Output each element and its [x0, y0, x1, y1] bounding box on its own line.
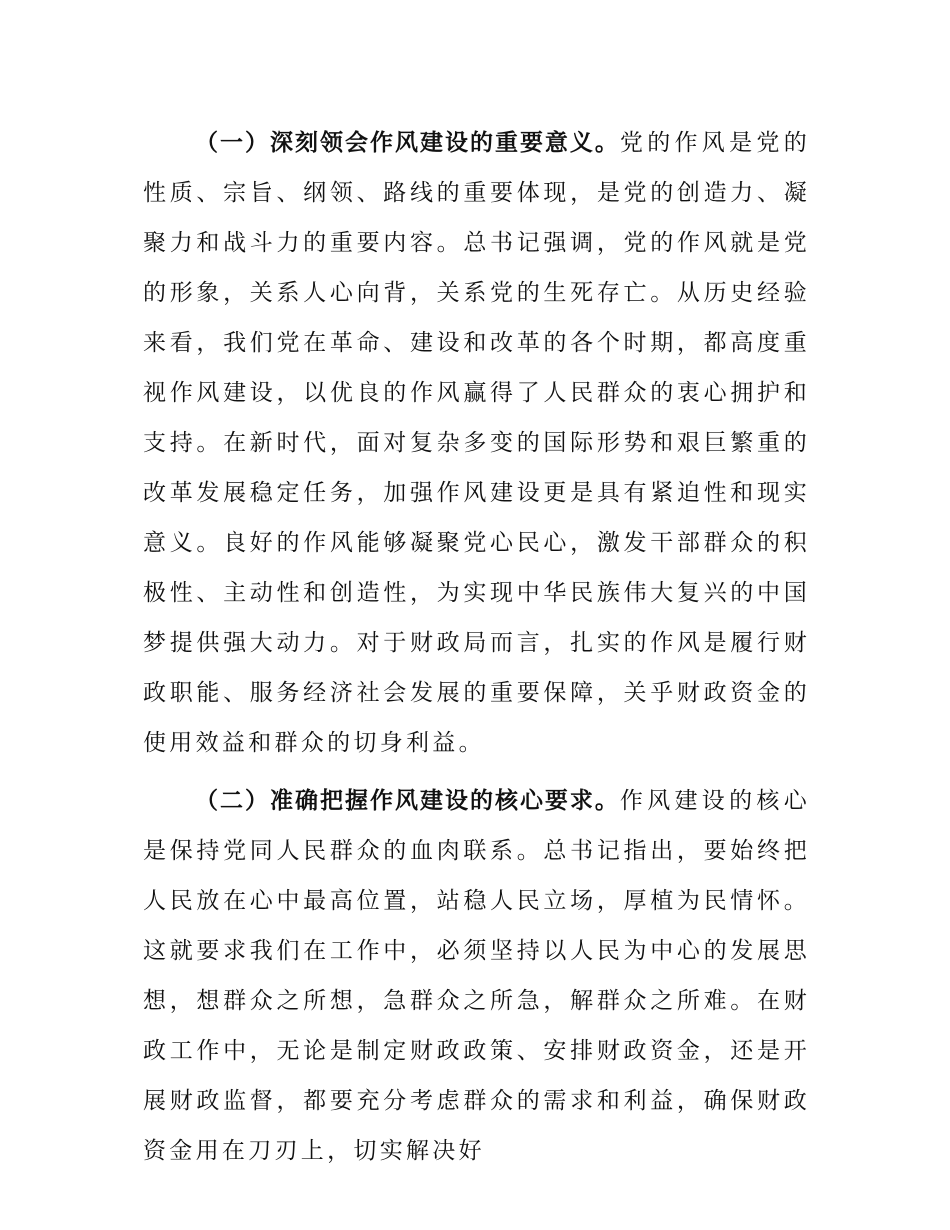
section-heading-2: （二）准确把握作风建设的核心要求。 [195, 788, 620, 814]
paragraph-core-requirements [143, 776, 810, 1176]
document-body [143, 118, 810, 1176]
paragraph-significance [143, 118, 810, 768]
section-heading-1: （一）深刻领会作风建设的重要意义。 [195, 130, 620, 156]
paragraph-text-1: 党的作风是党的性质、宗旨、纲领、路线的重要体现，是党的创造力、凝聚力和战斗力的重要内容。总书记强调，党的作风就是党的形象，关系人心向背，关系党的生死存亡。从历史经验来看，我们党在革命、建设和改革的各个时期，都高度重视作风建设，以优良的作风赢得了人民群众的衷心拥护和支持。在新时代，面对复杂多变的国际形势和艰巨繁重的改革发展稳定任务，加强作风建设更是具有紧迫性和现实意义。良好的作风能够凝聚党心民心，激发干部群众的积极性、主动性和创造性，为实现中华民族伟大复兴的中国梦提供强大动力。对于财政局而言，扎实的作风是履行财政职能、服务经济社会发展的重要保障，关乎财政资金的使用效益和群众的切身利益。 [143, 130, 810, 756]
paragraph-text-2: 作风建设的核心是保持党同人民群众的血肉联系。总书记指出，要始终把人民放在心中最高位置，站稳人民立场，厚植为民情怀。这就要求我们在工作中，必须坚持以人民为中心的发展思想，想群众之所想，急群众之所急，解群众之所难。在财政工作中，无论是制定财政政策、安排财政资金，还是开展财政监督，都要充分考虑群众的需求和利益，确保财政资金用在刀刃上，切实解决好 [143, 788, 810, 1164]
